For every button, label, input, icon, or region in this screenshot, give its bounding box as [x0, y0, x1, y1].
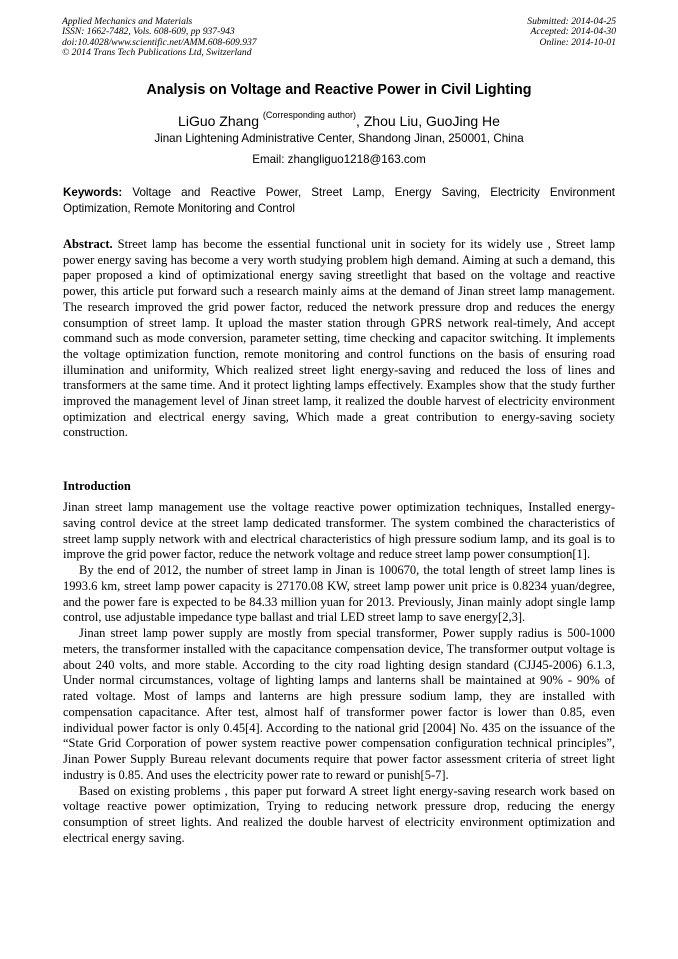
- paragraph: By the end of 2012, the number of street lamp in Jinan is 100670, the total length of street lamp lines is 1993.6 km, street lamp power capacity is 27170.08 KW, street lamp power unit price is 0.8234 yuan/degree, and the power fare is expected to be 84.33 million yuan for 2013. Previously, Jinan mainly adopt single lamp control, use adjustable impedance type ballast and trial LED street lamp to save energy[2,3].: [63, 563, 615, 625]
- journal-header-right: [527, 17, 616, 48]
- affiliation: Jinan Lightening Administrative Center, Shandong Jinan, 250001, China: [154, 132, 524, 145]
- accepted-date: Accepted: 2014-04-30: [530, 26, 616, 38]
- paragraph: Jinan street lamp management use the voltage reactive power optimization techniques, Installed energy-saving control device at the street lamp dedicated transformer. The system combined the characteristics of street lamp supply network with and electrical characteristics of high pressure sodium lamp, and its goal is to improve the grid power factor, reduce the network voltage and reduce street lamp power consumption[1].: [63, 500, 615, 562]
- section-heading-introduction: Introduction: [63, 479, 131, 493]
- abstract-block: [63, 237, 615, 441]
- keywords-text: Voltage and Reactive Power, Street Lamp, Energy Saving, Electricity Environment Optimization, Remote Monitoring and Control: [63, 186, 615, 215]
- author-first: LiGuo Zhang: [178, 113, 259, 129]
- journal-doi: doi:10.4028/www.scientific.net/AMM.608-609.937: [62, 36, 257, 48]
- abstract-label: Abstract.: [63, 237, 113, 251]
- contact-email: Email: zhangliguo1218@163.com: [252, 153, 426, 166]
- corresponding-author-note: (Corresponding author): [262, 110, 356, 120]
- keywords-block: [63, 185, 615, 216]
- paragraph: Jinan street lamp power supply are mostly from special transformer, Power supply radius is 500-1000 meters, the transformer installed with the capacitance compensation device, The transformer output voltage is about 240 volts, and more stable. According to the city road lighting design standard (CJJ45-2006) 6.1.3, Under normal circumstances, voltage of lighting lamps and lanterns shall be maintained at 90% - 90% of rated voltage. Most of lamps and lanterns are high pressure sodium lamp, they are installed with compensation capacitance. After test, almost half of transformer power factor is lower than 0.85, even individual power factor is only 0.45[4]. According to the national grid [2004] No. 435 on the issuance of the “State Grid Corporation of power system reactive power compensation configuration technical principles”, Jinan Power Supply Bureau relevant documents require that power factor assessment criteria of street light industry is 0.85. And uses the electricity power rate to reward or punish[5-7].: [63, 626, 615, 782]
- abstract-text: Street lamp has become the essential functional unit in society for its widely use , Street lamp power energy saving has become a very worth studying problem high demand. Aiming at such a demand, this paper proposed a kind of optimizational energy saving streetlight that based on the voltage and reactive power, this article put forward such a research mainly aims at the demand of Jinan street lamp management. The research improved the grid power factor, reduced the network pressure drop and reduces the energy consumption of street lamp. It upload the master station through GPRS network real-timely, And accept command such as mode conversion, parameter setting, time checking and capacitor switching. It implements the voltage optimization function, remote monitoring and control functions on the basis of ensuring road illumination and uniformity, Which realized street light energy-saving and reduced the loss of lines and transformers at the same time. And it protect lighting lamps effectively. Examples show that the study further improved the management level of Jinan street lamp, it realized the double harvest of electricity environment optimization and electrical energy saving, Which made a great contribution to energy-saving society construction.: [63, 237, 616, 440]
- paper-title: Analysis on Voltage and Reactive Power in Civil Lighting: [146, 82, 532, 98]
- paragraph: Based on existing problems , this paper put forward A street light energy-saving research work based on voltage reactive power optimization, Trying to reducing network pressure drop, reducing the energy consumption of street lights. And realized the double harvest of electricity environment optimization and electrical energy saving.: [63, 783, 615, 845]
- introduction-body: [63, 500, 615, 847]
- author-others: , Zhou Liu, GuoJing He: [355, 113, 500, 129]
- keywords-label: Keywords:: [63, 186, 123, 199]
- author-list: [0, 104, 678, 132]
- journal-header-left: [62, 17, 257, 58]
- journal-issn: ISSN: 1662-7482, Vols. 608-609, pp 937-943: [62, 26, 235, 38]
- journal-copyright: © 2014 Trans Tech Publications Ltd, Switzerland: [62, 46, 252, 58]
- journal-name: Applied Mechanics and Materials: [62, 16, 193, 27]
- submitted-date: Submitted: 2014-04-25: [527, 16, 616, 27]
- online-date: Online: 2014-10-01: [539, 36, 616, 48]
